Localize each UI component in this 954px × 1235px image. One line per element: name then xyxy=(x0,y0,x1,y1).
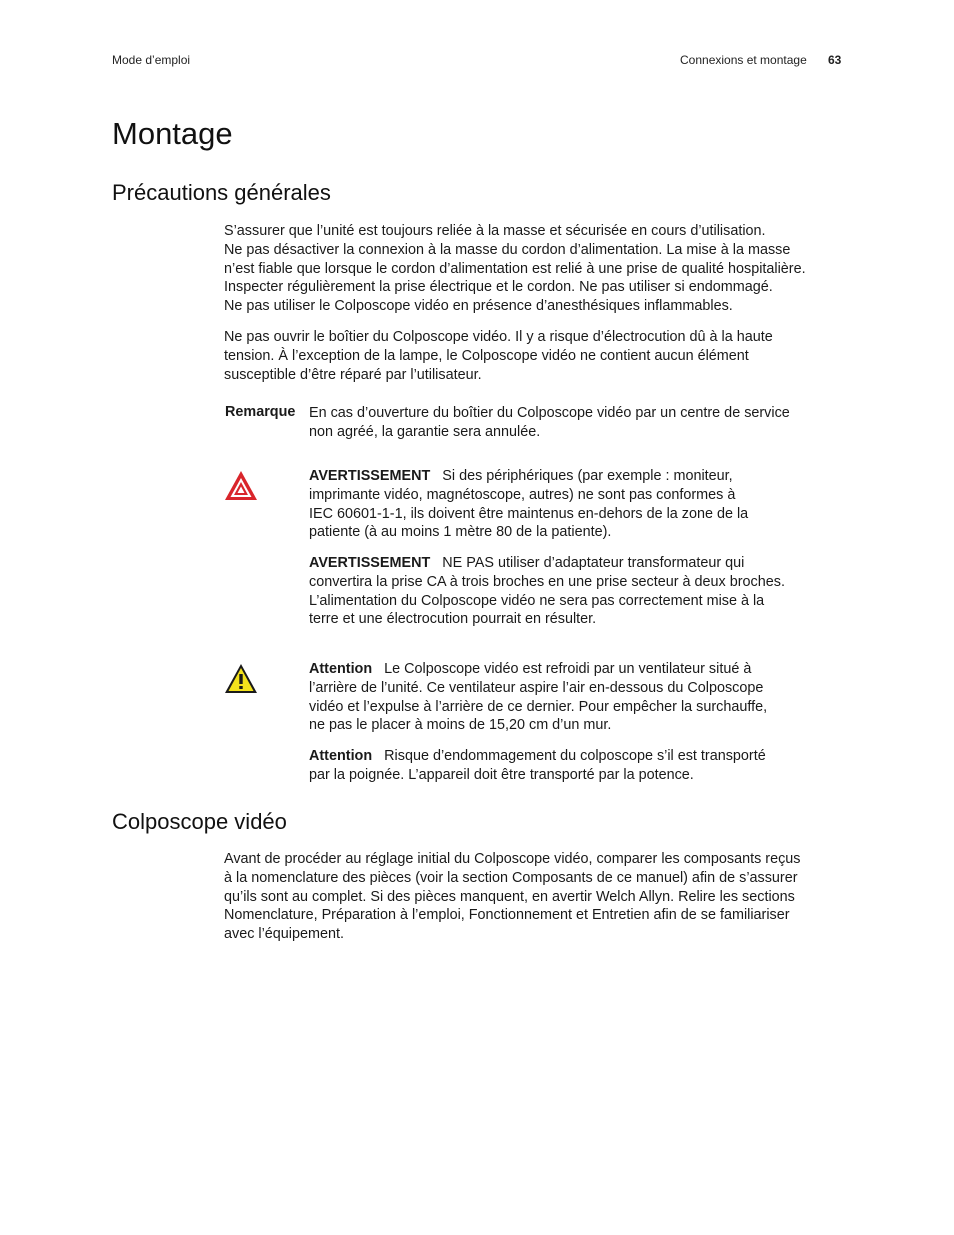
text-line: Avant de procéder au réglage initial du Colposcope vidéo, comparer les composants reçus xyxy=(224,851,801,867)
text-line: Ne pas ouvrir le boîtier du Colposcope vidéo. Il y a risque d’électrocution dû à la haute xyxy=(224,329,773,345)
text-line: convertira la prise CA à trois broches en une prise secteur à deux broches. xyxy=(309,573,785,590)
caution-triangle-icon xyxy=(224,662,258,696)
text-line: Si des périphériques (par exemple : moniteur, xyxy=(442,468,733,484)
text-line: L’alimentation du Colposcope vidéo ne sera pas correctement mise à la xyxy=(309,592,765,609)
caution-block-1 xyxy=(309,660,849,735)
caution-block-2 xyxy=(309,747,849,785)
text-line: Le Colposcope vidéo est refroidi par un ventilateur situé à xyxy=(384,661,752,677)
text-line: qu’ils sont au complet. Si des pièces manquent, en avertir Welch Allyn. Relire les sections xyxy=(224,888,795,905)
header-chapter-title: Connexions et montage xyxy=(680,53,807,67)
text-line: ne pas le placer à moins de 15,20 cm d’un mur. xyxy=(309,717,612,734)
text-line: par la poignée. L’appareil doit être transporté par la potence. xyxy=(309,766,694,783)
text-line: terre et une électrocution pourrait en résulter. xyxy=(309,611,597,628)
text-line: avec l’équipement. xyxy=(224,926,344,943)
section-heading-precautions: Précautions générales xyxy=(112,180,331,205)
warning-label: AVERTISSEMENT xyxy=(309,555,431,571)
text-line: Risque d’endommagement du colposcope s’il est transporté xyxy=(384,748,766,764)
header-doc-title: Mode d’emploi xyxy=(112,53,191,67)
warning-triangle-icon xyxy=(224,469,258,503)
text-line: Ne pas désactiver la connexion à la masse du cordon d’alimentation. La mise à la masse xyxy=(224,241,791,258)
caution-label: Attention xyxy=(309,748,373,764)
text-line: Nomenclature, Préparation à l’emploi, Fonctionnement et Entretien afin de se familiariser xyxy=(224,907,790,924)
note-text xyxy=(309,404,849,442)
text-line: à la nomenclature des pièces (voir la section Composants de ce manuel) afin de s’assurer xyxy=(224,869,798,886)
note-label: Remarque xyxy=(225,404,296,420)
text-line: susceptible d’être réparé par l’utilisateur. xyxy=(224,366,482,383)
text-line: imprimante vidéo, magnétoscope, autres) ne sont pas conformes à xyxy=(309,486,736,503)
text-line: S’assurer que l’unité est toujours reliée à la masse et sécurisée en cours d’utilisation. xyxy=(224,223,766,239)
text-line: tension. À l’exception de la lampe, le Colposcope vidéo ne contient aucun élément xyxy=(224,347,749,364)
text-line: Inspecter régulièrement la prise électrique et le cordon. Ne pas utiliser si endommagé. xyxy=(224,279,773,296)
caution-label: Attention xyxy=(309,661,373,677)
section-heading-colposcope: Colposcope vidéo xyxy=(112,809,287,834)
text-line: non agréé, la garantie sera annulée. xyxy=(309,423,541,440)
text-line: IEC 60601-1-1, ils doivent être maintenus en-dehors de la zone de la xyxy=(309,505,749,522)
text-line: n’est fiable que lorsque le cordon d’alimentation est relié à une prise de qualité hospitalière. xyxy=(224,260,806,277)
colposcope-paragraph xyxy=(224,850,844,944)
page-number: 63 xyxy=(828,53,842,67)
text-line: l’arrière de l’unité. Ce ventilateur aspire l’air en-dessous du Colposcope xyxy=(309,679,764,696)
warning-block-1 xyxy=(309,467,849,542)
text-line: Ne pas utiliser le Colposcope vidéo en présence d’anesthésiques inflammables. xyxy=(224,298,733,315)
text-line: NE PAS utiliser d’adaptateur transformateur qui xyxy=(442,555,745,571)
text-line: En cas d’ouverture du boîtier du Colposcope vidéo par un centre de service xyxy=(309,405,790,421)
text-line: vidéo et l’expulse à l’arrière de ce dernier. Pour empêcher la surchauffe, xyxy=(309,698,768,715)
warning-block-2 xyxy=(309,554,849,629)
warning-label: AVERTISSEMENT xyxy=(309,468,431,484)
page-title: Montage xyxy=(112,116,233,151)
precautions-paragraph-2 xyxy=(224,328,844,384)
precautions-paragraph-1 xyxy=(224,222,844,316)
text-line: patiente (à au moins 1 mètre 80 de la patiente). xyxy=(309,524,612,541)
